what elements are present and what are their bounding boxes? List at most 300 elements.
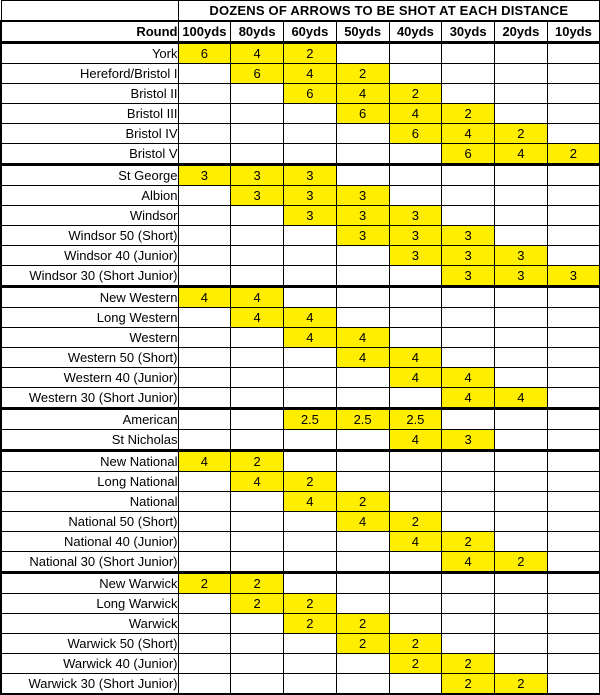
dozens-cell: 4 [389, 430, 442, 451]
dozens-cell [495, 654, 548, 674]
table-row [1, 614, 600, 634]
dozens-cell [178, 104, 231, 124]
dozens-cell: 2 [547, 144, 600, 165]
dozens-cell [284, 552, 337, 573]
dozens-cell: 3 [442, 226, 495, 246]
round-name: Hereford/Bristol I [1, 64, 178, 84]
table-row [1, 409, 600, 430]
dozens-cell: 3 [336, 226, 389, 246]
dozens-cell [178, 328, 231, 348]
dozens-cell [284, 388, 337, 409]
dozens-cell [442, 287, 495, 308]
dozens-cell [336, 144, 389, 165]
dozens-cell [178, 266, 231, 287]
dozens-cell [231, 328, 284, 348]
dozens-cell: 3 [442, 266, 495, 287]
dozens-cell [547, 451, 600, 472]
dozens-cell: 2 [389, 84, 442, 104]
dozens-cell: 3 [389, 246, 442, 266]
dozens-cell: 3 [442, 246, 495, 266]
dozens-cell: 2 [389, 512, 442, 532]
dozens-cell: 2 [231, 451, 284, 472]
dozens-cell [495, 165, 548, 186]
distance-header-30yds: 30yds [442, 21, 495, 43]
dozens-cell [389, 328, 442, 348]
round-name: New Warwick [1, 573, 178, 594]
dozens-cell [442, 43, 495, 64]
dozens-cell [336, 43, 389, 64]
dozens-cell: 3 [231, 165, 284, 186]
dozens-cell [336, 532, 389, 552]
dozens-cell: 2 [231, 594, 284, 614]
table-row [1, 328, 600, 348]
dozens-cell [547, 512, 600, 532]
round-name: Windsor [1, 206, 178, 226]
dozens-cell [336, 266, 389, 287]
dozens-cell [389, 186, 442, 206]
table-row [1, 226, 600, 246]
round-name: National 40 (Junior) [1, 532, 178, 552]
banner-row [1, 1, 600, 22]
distance-header-20yds: 20yds [495, 21, 548, 43]
dozens-cell: 6 [231, 64, 284, 84]
dozens-cell: 4 [442, 124, 495, 144]
dozens-cell: 4 [284, 328, 337, 348]
table-row [1, 634, 600, 654]
dozens-cell [336, 674, 389, 695]
round-name: Bristol II [1, 84, 178, 104]
round-name: Long Warwick [1, 594, 178, 614]
dozens-cell [547, 634, 600, 654]
dozens-cell [547, 287, 600, 308]
dozens-cell [495, 430, 548, 451]
table-row [1, 165, 600, 186]
round-name: New Western [1, 287, 178, 308]
dozens-cell [442, 348, 495, 368]
dozens-cell [178, 674, 231, 695]
dozens-cell: 6 [178, 43, 231, 64]
round-name: Warwick 40 (Junior) [1, 654, 178, 674]
dozens-cell [547, 472, 600, 492]
table-row [1, 206, 600, 226]
dozens-cell [495, 451, 548, 472]
round-name: Long National [1, 472, 178, 492]
dozens-cell [231, 430, 284, 451]
dozens-cell [389, 64, 442, 84]
dozens-cell: 3 [284, 165, 337, 186]
dozens-cell [442, 64, 495, 84]
table-row [1, 287, 600, 308]
table-row [1, 124, 600, 144]
dozens-cell: 2 [336, 634, 389, 654]
dozens-cell [336, 124, 389, 144]
round-name: York [1, 43, 178, 64]
dozens-cell: 2.5 [389, 409, 442, 430]
dozens-cell [547, 594, 600, 614]
dozens-cell [389, 266, 442, 287]
dozens-cell [231, 512, 284, 532]
dozens-cell [547, 674, 600, 695]
dozens-cell [284, 226, 337, 246]
dozens-cell: 3 [178, 165, 231, 186]
dozens-cell [442, 165, 495, 186]
dozens-cell: 4 [336, 84, 389, 104]
dozens-cell: 6 [336, 104, 389, 124]
dozens-cell [336, 368, 389, 388]
distance-header-100yds: 100yds [178, 21, 231, 43]
dozens-cell [495, 104, 548, 124]
dozens-cell [284, 532, 337, 552]
dozens-cell [178, 472, 231, 492]
dozens-cell: 6 [284, 84, 337, 104]
round-column-header: Round [1, 21, 178, 43]
round-name: Bristol III [1, 104, 178, 124]
round-name: St Nicholas [1, 430, 178, 451]
dozens-cell [178, 594, 231, 614]
dozens-cell [178, 388, 231, 409]
dozens-cell: 3 [284, 186, 337, 206]
dozens-cell [389, 614, 442, 634]
dozens-cell: 2 [284, 43, 337, 64]
dozens-cell [178, 409, 231, 430]
dozens-cell [547, 492, 600, 512]
table-row [1, 368, 600, 388]
dozens-cell [442, 451, 495, 472]
dozens-cell [178, 532, 231, 552]
table-row [1, 144, 600, 165]
dozens-cell: 2 [284, 614, 337, 634]
dozens-cell [389, 492, 442, 512]
table-row [1, 512, 600, 532]
dozens-cell: 2 [389, 654, 442, 674]
dozens-cell [495, 43, 548, 64]
dozens-cell [442, 186, 495, 206]
dozens-cell: 3 [547, 266, 600, 287]
dozens-cell [547, 186, 600, 206]
dozens-cell [495, 512, 548, 532]
dozens-cell [389, 552, 442, 573]
table-row [1, 186, 600, 206]
table-row [1, 64, 600, 84]
table-row [1, 266, 600, 287]
dozens-cell [495, 368, 548, 388]
dozens-cell [336, 388, 389, 409]
dozens-cell [336, 552, 389, 573]
dozens-cell: 4 [178, 451, 231, 472]
dozens-cell [231, 144, 284, 165]
dozens-cell [547, 64, 600, 84]
dozens-cell: 4 [231, 43, 284, 64]
dozens-cell [547, 552, 600, 573]
dozens-cell [495, 492, 548, 512]
dozens-cell: 4 [178, 287, 231, 308]
dozens-cell [284, 266, 337, 287]
dozens-cell [547, 165, 600, 186]
dozens-cell [178, 614, 231, 634]
round-name: New National [1, 451, 178, 472]
dozens-cell: 4 [389, 348, 442, 368]
dozens-cell [178, 654, 231, 674]
dozens-cell [547, 368, 600, 388]
dozens-cell: 4 [389, 368, 442, 388]
dozens-cell [284, 348, 337, 368]
dozens-cell [231, 614, 284, 634]
dozens-cell: 4 [284, 64, 337, 84]
dozens-cell [547, 532, 600, 552]
dozens-cell [231, 368, 284, 388]
dozens-cell [547, 226, 600, 246]
dozens-cell: 6 [442, 144, 495, 165]
dozens-cell: 4 [231, 308, 284, 328]
dozens-cell [547, 614, 600, 634]
dozens-cell [284, 144, 337, 165]
dozens-cell [389, 388, 442, 409]
dozens-cell: 2.5 [336, 409, 389, 430]
rounds-body [1, 43, 600, 695]
dozens-cell [547, 104, 600, 124]
table-row [1, 84, 600, 104]
dozens-cell: 3 [389, 206, 442, 226]
dozens-cell: 4 [389, 532, 442, 552]
table-row [1, 451, 600, 472]
distance-header-40yds: 40yds [389, 21, 442, 43]
dozens-cell [495, 634, 548, 654]
dozens-cell: 3 [284, 206, 337, 226]
table-row [1, 573, 600, 594]
distance-header-80yds: 80yds [231, 21, 284, 43]
round-name: Western 50 (Short) [1, 348, 178, 368]
dozens-cell: 4 [284, 492, 337, 512]
dozens-cell [495, 64, 548, 84]
dozens-cell: 4 [231, 472, 284, 492]
distance-header-10yds: 10yds [547, 21, 600, 43]
round-name: Long Western [1, 308, 178, 328]
dozens-cell [389, 144, 442, 165]
dozens-cell: 3 [495, 246, 548, 266]
round-name: National [1, 492, 178, 512]
dozens-cell [547, 43, 600, 64]
dozens-cell [547, 308, 600, 328]
dozens-cell: 2 [336, 492, 389, 512]
dozens-cell: 4 [231, 287, 284, 308]
dozens-cell: 2 [442, 104, 495, 124]
dozens-cell [442, 308, 495, 328]
table-row [1, 43, 600, 64]
dozens-cell [495, 186, 548, 206]
dozens-cell [547, 348, 600, 368]
column-header-row [1, 21, 600, 43]
dozens-cell [336, 246, 389, 266]
dozens-cell [547, 328, 600, 348]
round-name: National 30 (Short Junior) [1, 552, 178, 573]
dozens-cell: 4 [389, 104, 442, 124]
dozens-cell: 4 [442, 368, 495, 388]
dozens-cell [284, 287, 337, 308]
dozens-cell [336, 472, 389, 492]
dozens-cell: 2 [389, 634, 442, 654]
dozens-cell [336, 287, 389, 308]
dozens-cell [231, 104, 284, 124]
dozens-cell: 4 [442, 388, 495, 409]
round-name: American [1, 409, 178, 430]
dozens-cell [495, 573, 548, 594]
dozens-cell [231, 634, 284, 654]
dozens-cell: 2 [495, 552, 548, 573]
table-row [1, 430, 600, 451]
dozens-cell [547, 246, 600, 266]
dozens-cell [389, 472, 442, 492]
dozens-cell [231, 206, 284, 226]
dozens-cell [178, 634, 231, 654]
dozens-cell: 3 [389, 226, 442, 246]
round-name: Bristol IV [1, 124, 178, 144]
dozens-cell [336, 308, 389, 328]
distance-header-60yds: 60yds [284, 21, 337, 43]
table-row [1, 388, 600, 409]
table-row [1, 594, 600, 614]
dozens-cell: 2 [495, 124, 548, 144]
table-title: DOZENS OF ARROWS TO BE SHOT AT EACH DISTANCE [178, 1, 600, 22]
round-name: Windsor 50 (Short) [1, 226, 178, 246]
dozens-cell: 4 [336, 348, 389, 368]
dozens-cell [389, 573, 442, 594]
dozens-cell [442, 328, 495, 348]
round-name: Western [1, 328, 178, 348]
dozens-cell [178, 430, 231, 451]
table-row [1, 654, 600, 674]
dozens-cell [442, 512, 495, 532]
dozens-cell [442, 84, 495, 104]
table-row [1, 104, 600, 124]
dozens-cell [547, 206, 600, 226]
dozens-cell [231, 409, 284, 430]
dozens-cell [495, 409, 548, 430]
round-name: St George [1, 165, 178, 186]
dozens-cell [178, 64, 231, 84]
dozens-cell [547, 654, 600, 674]
dozens-cell [495, 84, 548, 104]
round-name: National 50 (Short) [1, 512, 178, 532]
round-name: Warwick 50 (Short) [1, 634, 178, 654]
dozens-cell [389, 451, 442, 472]
dozens-cell [336, 594, 389, 614]
dozens-cell [178, 206, 231, 226]
dozens-cell [495, 226, 548, 246]
dozens-cell [495, 614, 548, 634]
dozens-cell [178, 226, 231, 246]
dozens-cell [231, 246, 284, 266]
round-name: Windsor 30 (Short Junior) [1, 266, 178, 287]
dozens-cell [178, 348, 231, 368]
dozens-cell [389, 594, 442, 614]
distance-header-50yds: 50yds [336, 21, 389, 43]
table-row [1, 532, 600, 552]
dozens-cell [495, 328, 548, 348]
dozens-cell [547, 84, 600, 104]
dozens-cell: 3 [336, 186, 389, 206]
dozens-cell [495, 206, 548, 226]
dozens-cell [231, 124, 284, 144]
dozens-cell [178, 368, 231, 388]
dozens-cell [178, 552, 231, 573]
dozens-cell: 3 [336, 206, 389, 226]
dozens-cell [284, 451, 337, 472]
dozens-cell [389, 43, 442, 64]
dozens-cell: 2 [442, 654, 495, 674]
round-name: Windsor 40 (Junior) [1, 246, 178, 266]
dozens-cell [284, 512, 337, 532]
round-name: Albion [1, 186, 178, 206]
round-name: Warwick [1, 614, 178, 634]
dozens-cell [389, 674, 442, 695]
dozens-cell: 2 [495, 674, 548, 695]
dozens-cell [389, 165, 442, 186]
dozens-cell [336, 430, 389, 451]
dozens-cell [178, 124, 231, 144]
dozens-cell [284, 634, 337, 654]
dozens-cell: 4 [336, 512, 389, 532]
dozens-cell [495, 532, 548, 552]
dozens-cell [178, 492, 231, 512]
table-row [1, 552, 600, 573]
dozens-cell [178, 84, 231, 104]
dozens-cell: 3 [495, 266, 548, 287]
dozens-cell [442, 472, 495, 492]
dozens-cell [231, 226, 284, 246]
dozens-cell [495, 472, 548, 492]
dozens-cell [389, 287, 442, 308]
dozens-cell [231, 552, 284, 573]
dozens-cell [336, 654, 389, 674]
dozens-cell [231, 388, 284, 409]
dozens-cell [495, 348, 548, 368]
dozens-cell [495, 308, 548, 328]
dozens-cell [178, 512, 231, 532]
dozens-cell [547, 430, 600, 451]
corner-blank [1, 1, 178, 22]
dozens-cell [284, 654, 337, 674]
dozens-cell: 2 [231, 573, 284, 594]
dozens-cell [284, 430, 337, 451]
dozens-cell: 4 [495, 144, 548, 165]
dozens-cell [284, 124, 337, 144]
dozens-cell: 2 [442, 532, 495, 552]
dozens-cell: 6 [389, 124, 442, 144]
dozens-cell [547, 573, 600, 594]
dozens-cell: 2 [442, 674, 495, 695]
table-row [1, 674, 600, 695]
dozens-cell [547, 388, 600, 409]
dozens-cell [389, 308, 442, 328]
round-name: Warwick 30 (Short Junior) [1, 674, 178, 695]
table-row [1, 472, 600, 492]
dozens-cell: 2 [178, 573, 231, 594]
dozens-cell [284, 246, 337, 266]
dozens-cell: 4 [495, 388, 548, 409]
dozens-cell [547, 124, 600, 144]
dozens-cell: 4 [442, 552, 495, 573]
dozens-cell: 4 [336, 328, 389, 348]
dozens-cell [178, 308, 231, 328]
dozens-cell [231, 654, 284, 674]
dozens-cell [231, 348, 284, 368]
dozens-cell [495, 287, 548, 308]
dozens-cell: 2 [336, 614, 389, 634]
table-row [1, 246, 600, 266]
dozens-cell [442, 206, 495, 226]
round-name: Western 40 (Junior) [1, 368, 178, 388]
dozens-cell [442, 409, 495, 430]
